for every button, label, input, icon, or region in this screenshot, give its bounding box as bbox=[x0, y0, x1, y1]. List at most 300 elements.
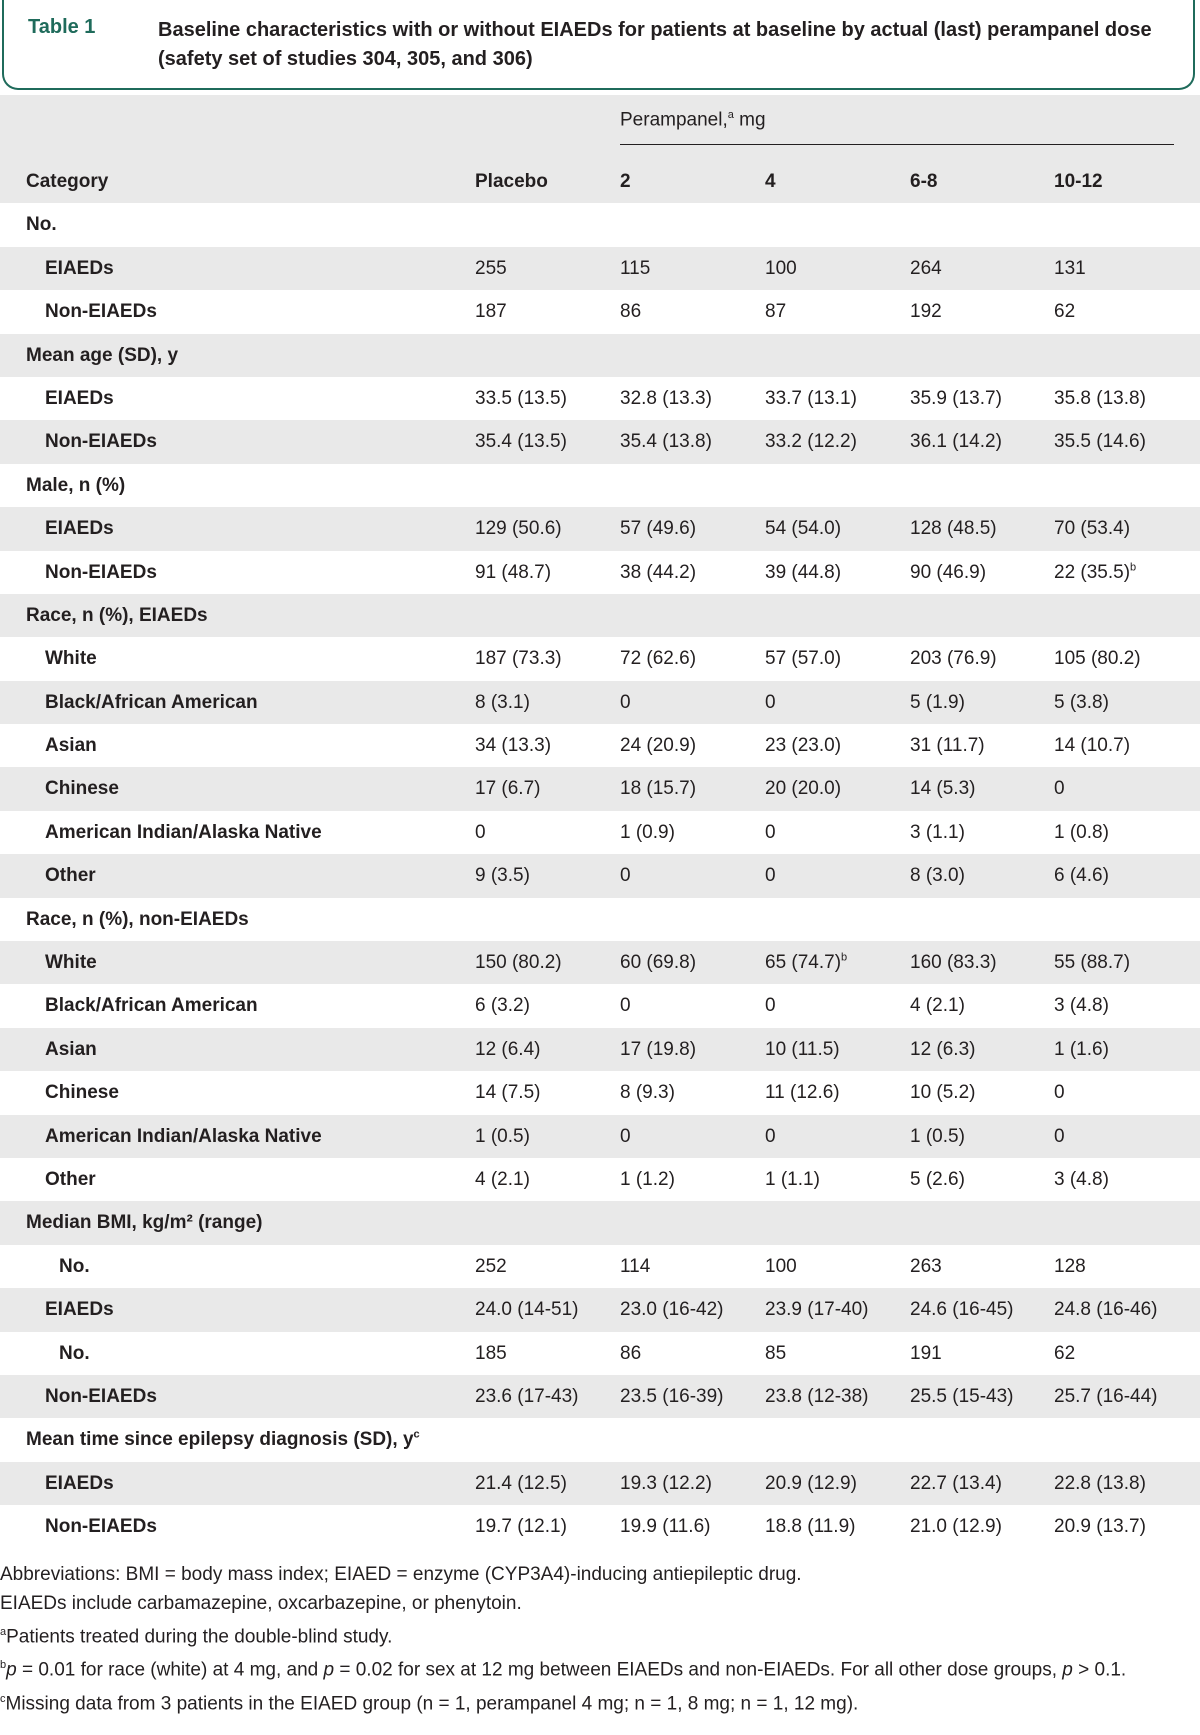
table-cell bbox=[620, 377, 712, 420]
row-label bbox=[45, 767, 119, 810]
cell-value: 12 (6.4) bbox=[475, 1038, 541, 1060]
table-cell bbox=[475, 941, 562, 984]
table-cell bbox=[1054, 1462, 1146, 1505]
table-cell bbox=[765, 1245, 797, 1288]
table-cell bbox=[620, 811, 675, 854]
table-cell bbox=[475, 811, 486, 854]
table-cell bbox=[910, 1332, 942, 1375]
row-label bbox=[45, 507, 114, 550]
category-label bbox=[26, 1418, 420, 1461]
cell-value: 87 bbox=[765, 301, 787, 323]
cell-value: 21.0 (12.9) bbox=[910, 1516, 1002, 1538]
table-cell bbox=[910, 1375, 1014, 1418]
table-cell bbox=[1054, 507, 1130, 550]
table-cell bbox=[1054, 984, 1109, 1027]
cell-value: 90 (46.9) bbox=[910, 561, 987, 583]
cell-value: 62 bbox=[1054, 1342, 1076, 1364]
table-cell bbox=[1054, 724, 1130, 767]
cell-value: 14 (7.5) bbox=[475, 1082, 541, 1104]
cell-value: 24 (20.9) bbox=[620, 735, 697, 757]
table-cell bbox=[475, 507, 562, 550]
row-label bbox=[45, 1028, 97, 1071]
row-label-text: Non-EIAEDs bbox=[45, 561, 157, 583]
table-cell bbox=[620, 507, 696, 550]
row-label-text: Median BMI, kg/m² (range) bbox=[26, 1212, 263, 1234]
table-cell bbox=[910, 377, 1002, 420]
table-cell bbox=[620, 637, 696, 680]
table-row bbox=[0, 811, 1200, 854]
footnote-b-mark: b bbox=[0, 1659, 7, 1672]
cell-value: 24.0 (14-51) bbox=[475, 1299, 579, 1321]
table-row bbox=[0, 637, 1200, 680]
row-label bbox=[45, 681, 258, 724]
table-cell bbox=[620, 1115, 631, 1158]
row-label-text: Male, n (%) bbox=[26, 474, 126, 496]
table-row bbox=[0, 551, 1200, 594]
row-label-text: Chinese bbox=[45, 778, 119, 800]
table-cell bbox=[910, 1505, 1002, 1548]
table-cell bbox=[620, 1332, 641, 1375]
p-symbol: p bbox=[1062, 1659, 1073, 1681]
table-cell bbox=[620, 984, 631, 1027]
row-label bbox=[45, 1288, 114, 1331]
col-header-10-12mg: 10-12 bbox=[1054, 171, 1103, 192]
row-label-text: American Indian/Alaska Native bbox=[45, 821, 322, 843]
table-title: Baseline characteristics with or without EIAEDs for patients at baseline by actual (last) perampanel dose (safety set of studies 304, 305, and 306) bbox=[158, 19, 1152, 70]
table-cell bbox=[620, 420, 712, 463]
cell-value: 114 bbox=[620, 1255, 651, 1277]
footnote-b-text-3: > 0.1. bbox=[1072, 1659, 1127, 1681]
cell-value: 33.5 (13.5) bbox=[475, 387, 567, 409]
table-cell bbox=[1054, 637, 1141, 680]
cell-value: 57 (49.6) bbox=[620, 518, 697, 540]
table-cell bbox=[765, 1071, 840, 1114]
cell-value: 22.8 (13.8) bbox=[1054, 1472, 1146, 1494]
group-label-text: Perampanel, bbox=[620, 109, 728, 131]
cell-value: 60 (69.8) bbox=[620, 952, 697, 974]
table-cell bbox=[620, 1071, 675, 1114]
category-row bbox=[0, 464, 1200, 507]
row-label-text: Non-EIAEDs bbox=[45, 1516, 157, 1538]
table-cell bbox=[765, 1462, 857, 1505]
table-row bbox=[0, 1028, 1200, 1071]
table-cell bbox=[765, 724, 841, 767]
cell-value: 72 (62.6) bbox=[620, 648, 697, 670]
cell-value: 17 (19.8) bbox=[620, 1038, 697, 1060]
table-cell bbox=[910, 1462, 1002, 1505]
table-cell bbox=[1054, 420, 1146, 463]
cell-value: 192 bbox=[910, 301, 942, 323]
table-cell bbox=[765, 1332, 786, 1375]
row-label-text: Race, n (%), EIAEDs bbox=[26, 604, 208, 626]
cell-value: 86 bbox=[620, 301, 642, 323]
table-cell bbox=[620, 1375, 724, 1418]
table-cell bbox=[910, 1245, 942, 1288]
table-cell bbox=[620, 854, 631, 897]
table-cell bbox=[475, 290, 507, 333]
table-cell bbox=[1054, 377, 1146, 420]
cell-value: 23.0 (16-42) bbox=[620, 1299, 724, 1321]
category-row bbox=[0, 898, 1200, 941]
cell-value: 1 (0.5) bbox=[910, 1125, 965, 1147]
table-row bbox=[0, 420, 1200, 463]
table-cell bbox=[475, 724, 551, 767]
table-cell bbox=[1054, 1115, 1065, 1158]
row-label bbox=[45, 290, 157, 333]
table-cell bbox=[1054, 1288, 1158, 1331]
cell-value: 252 bbox=[475, 1255, 507, 1277]
cell-value: 128 bbox=[1054, 1255, 1086, 1277]
table-row bbox=[0, 507, 1200, 550]
table-cell bbox=[765, 377, 857, 420]
table-cell bbox=[1054, 551, 1136, 594]
cell-value: 20.9 (13.7) bbox=[1054, 1516, 1146, 1538]
table-body bbox=[0, 203, 1200, 1548]
category-row bbox=[0, 594, 1200, 637]
table-row bbox=[0, 681, 1200, 724]
table-cell bbox=[1054, 1332, 1075, 1375]
baseline-characteristics-table bbox=[0, 95, 1200, 1549]
footnote-abbreviations: Abbreviations: BMI = body mass index; EIAED = enzyme (CYP3A4)-inducing antiepileptic drug. bbox=[0, 1564, 802, 1585]
cell-value: 150 (80.2) bbox=[475, 952, 562, 974]
cell-value: 85 bbox=[765, 1342, 787, 1364]
table-cell bbox=[1054, 681, 1109, 724]
cell-value: 185 bbox=[475, 1342, 507, 1364]
col-header-placebo: Placebo bbox=[475, 171, 548, 192]
table-cell bbox=[1054, 1245, 1086, 1288]
cell-value: 4 (2.1) bbox=[475, 1168, 530, 1190]
cell-value: 12 (6.3) bbox=[910, 1038, 976, 1060]
cell-value: 14 (10.7) bbox=[1054, 735, 1131, 757]
cell-value: 8 (3.0) bbox=[910, 865, 965, 887]
table-cell bbox=[1054, 290, 1075, 333]
footnote-mark: b bbox=[1130, 561, 1137, 574]
footnote-a bbox=[0, 1618, 1200, 1651]
cell-value: 54 (54.0) bbox=[765, 518, 842, 540]
table-cell bbox=[1054, 247, 1086, 290]
table-cell bbox=[475, 1115, 530, 1158]
cell-value: 0 bbox=[1054, 1082, 1065, 1104]
cell-value: 23.6 (17-43) bbox=[475, 1385, 579, 1407]
cell-value: 10 (5.2) bbox=[910, 1082, 976, 1104]
cell-value: 1 (1.1) bbox=[765, 1168, 820, 1190]
row-label bbox=[45, 1115, 322, 1158]
table-row bbox=[0, 1375, 1200, 1418]
table-row bbox=[0, 1288, 1200, 1331]
cell-value: 38 (44.2) bbox=[620, 561, 697, 583]
cell-value: 264 bbox=[910, 257, 942, 279]
perampanel-group-label bbox=[620, 109, 766, 131]
cell-value: 9 (3.5) bbox=[475, 865, 530, 887]
row-label bbox=[45, 984, 258, 1027]
footnote-mark: b bbox=[841, 951, 848, 964]
table-cell bbox=[765, 1505, 855, 1548]
cell-value: 8 (9.3) bbox=[620, 1082, 675, 1104]
row-label-text: White bbox=[45, 648, 97, 670]
row-label-text: Asian bbox=[45, 1038, 97, 1060]
cell-value: 65 (74.7) bbox=[765, 952, 842, 974]
cell-value: 35.8 (13.8) bbox=[1054, 387, 1146, 409]
row-label bbox=[45, 1071, 119, 1114]
cell-value: 20.9 (12.9) bbox=[765, 1472, 857, 1494]
footnote-c-mark: c bbox=[0, 1692, 6, 1705]
table-cell bbox=[475, 637, 562, 680]
row-label bbox=[45, 941, 97, 984]
row-label bbox=[45, 637, 97, 680]
table-cell bbox=[475, 1375, 579, 1418]
table-header-box bbox=[2, 0, 1195, 90]
category-label bbox=[26, 594, 208, 637]
cell-value: 11 (12.6) bbox=[765, 1082, 840, 1104]
table-cell bbox=[475, 1028, 540, 1071]
cell-value: 0 bbox=[620, 691, 631, 713]
row-label-text: No. bbox=[59, 1342, 90, 1364]
cell-value: 33.2 (12.2) bbox=[765, 431, 857, 453]
cell-value: 160 (83.3) bbox=[910, 952, 997, 974]
table-cell bbox=[910, 811, 965, 854]
table-cell bbox=[1054, 811, 1109, 854]
cell-value: 0 bbox=[620, 995, 631, 1017]
row-label-text: Black/African American bbox=[45, 691, 258, 713]
table-row bbox=[0, 1462, 1200, 1505]
table-cell bbox=[620, 1245, 650, 1288]
category-row bbox=[0, 334, 1200, 377]
cell-value: 3 (4.8) bbox=[1054, 1168, 1109, 1190]
table-cell bbox=[765, 1115, 776, 1158]
table-cell bbox=[475, 551, 551, 594]
table-cell bbox=[910, 1071, 975, 1114]
row-label-text: Non-EIAEDs bbox=[45, 431, 157, 453]
cell-value: 129 (50.6) bbox=[475, 518, 562, 540]
table-cell bbox=[765, 767, 841, 810]
col-header-category: Category bbox=[26, 171, 109, 192]
cell-value: 22.7 (13.4) bbox=[910, 1472, 1002, 1494]
footnote-c-text: Missing data from 3 patients in the EIAED group (n = 1, perampanel 4 mg; n = 1, 8 mg; n = 1, 12 mg). bbox=[5, 1692, 859, 1714]
row-label-text: No. bbox=[26, 214, 57, 236]
row-label-text: Non-EIAEDs bbox=[45, 1385, 157, 1407]
table-row bbox=[0, 1505, 1200, 1548]
table-cell bbox=[765, 507, 841, 550]
cell-value: 4 (2.1) bbox=[910, 995, 965, 1017]
table-cell bbox=[910, 984, 965, 1027]
cell-value: 105 (80.2) bbox=[1054, 648, 1141, 670]
table-row bbox=[0, 984, 1200, 1027]
table-cell bbox=[910, 1288, 1014, 1331]
cell-value: 23.5 (16-39) bbox=[620, 1385, 724, 1407]
col-header-4mg: 4 bbox=[765, 171, 776, 192]
table-cell bbox=[475, 984, 530, 1027]
category-label bbox=[26, 898, 249, 941]
table-cell bbox=[765, 984, 776, 1027]
footnote-b-text-1: = 0.01 for race (white) at 4 mg, and bbox=[16, 1659, 324, 1681]
cell-value: 1 (1.2) bbox=[620, 1168, 675, 1190]
cell-value: 14 (5.3) bbox=[910, 778, 976, 800]
cell-value: 21.4 (12.5) bbox=[475, 1472, 567, 1494]
cell-value: 1 (0.9) bbox=[620, 821, 675, 843]
table-row bbox=[0, 1245, 1200, 1288]
table-cell bbox=[475, 1245, 507, 1288]
table-cell bbox=[620, 1028, 696, 1071]
table-row bbox=[0, 290, 1200, 333]
table-row bbox=[0, 767, 1200, 810]
p-symbol: p bbox=[6, 1659, 17, 1681]
cell-value: 57 (57.0) bbox=[765, 648, 842, 670]
row-label bbox=[45, 854, 96, 897]
row-label bbox=[45, 724, 97, 767]
cell-value: 35.9 (13.7) bbox=[910, 387, 1002, 409]
cell-value: 17 (6.7) bbox=[475, 778, 541, 800]
table-cell bbox=[475, 377, 567, 420]
table-cell bbox=[620, 681, 631, 724]
category-row bbox=[0, 1418, 1200, 1461]
table-row bbox=[0, 1115, 1200, 1158]
table-cell bbox=[475, 1158, 530, 1201]
cell-value: 31 (11.7) bbox=[910, 735, 985, 757]
cell-value: 5 (1.9) bbox=[910, 691, 965, 713]
row-label bbox=[45, 811, 322, 854]
cell-value: 39 (44.8) bbox=[765, 561, 842, 583]
table-cell bbox=[620, 767, 696, 810]
row-label-text: Non-EIAEDs bbox=[45, 301, 157, 323]
table-cell bbox=[765, 290, 786, 333]
table-cell bbox=[475, 854, 530, 897]
cell-value: 8 (3.1) bbox=[475, 691, 530, 713]
footnote-eiaeds: EIAEDs include carbamazepine, oxcarbazepine, or phenytoin. bbox=[0, 1593, 522, 1614]
table-cell bbox=[1054, 1505, 1146, 1548]
table-cell bbox=[910, 507, 997, 550]
group-rule bbox=[620, 144, 1174, 145]
table-cell bbox=[910, 681, 965, 724]
cell-value: 0 bbox=[1054, 778, 1065, 800]
cell-value: 263 bbox=[910, 1255, 942, 1277]
table-row bbox=[0, 941, 1200, 984]
row-label-text: Chinese bbox=[45, 1082, 119, 1104]
table-row bbox=[0, 724, 1200, 767]
table-cell bbox=[910, 1028, 975, 1071]
cell-value: 33.7 (13.1) bbox=[765, 387, 857, 409]
row-label-text: Mean time since epilepsy diagnosis (SD), y bbox=[26, 1429, 414, 1451]
group-label-unit: mg bbox=[733, 109, 766, 131]
cell-value: 32.8 (13.3) bbox=[620, 387, 712, 409]
cell-value: 20 (20.0) bbox=[765, 778, 842, 800]
cell-value: 55 (88.7) bbox=[1054, 952, 1131, 974]
row-label-text: Mean age (SD), y bbox=[26, 344, 179, 366]
table-cell bbox=[620, 1158, 675, 1201]
row-label bbox=[45, 1158, 96, 1201]
category-label bbox=[26, 334, 178, 377]
table-cell bbox=[765, 420, 857, 463]
row-label-text: EIAEDs bbox=[45, 387, 114, 409]
table-cell bbox=[765, 1375, 869, 1418]
cell-value: 115 bbox=[620, 257, 651, 279]
table-cell bbox=[620, 247, 650, 290]
table-cell bbox=[620, 1505, 710, 1548]
cell-value: 0 bbox=[620, 1125, 631, 1147]
cell-value: 19.3 (12.2) bbox=[620, 1472, 712, 1494]
table-cell bbox=[910, 767, 975, 810]
row-label-text: Asian bbox=[45, 735, 97, 757]
table-row bbox=[0, 1071, 1200, 1114]
cell-value: 131 bbox=[1054, 257, 1086, 279]
cell-value: 23 (23.0) bbox=[765, 735, 842, 757]
row-label-text: American Indian/Alaska Native bbox=[45, 1125, 322, 1147]
cell-value: 70 (53.4) bbox=[1054, 518, 1131, 540]
cell-value: 255 bbox=[475, 257, 507, 279]
column-header-row bbox=[0, 160, 1200, 203]
row-label-text: EIAEDs bbox=[45, 518, 114, 540]
row-label bbox=[45, 377, 114, 420]
table-cell bbox=[620, 1462, 712, 1505]
table-cell bbox=[765, 1288, 869, 1331]
table-cell bbox=[475, 420, 567, 463]
cell-value: 0 bbox=[1054, 1125, 1065, 1147]
table-cell bbox=[620, 290, 641, 333]
table-cell bbox=[765, 1028, 840, 1071]
table-row bbox=[0, 1332, 1200, 1375]
table-cell bbox=[910, 854, 965, 897]
table-label: Table 1 bbox=[28, 16, 96, 38]
row-label-text: White bbox=[45, 952, 97, 974]
table-cell bbox=[910, 290, 942, 333]
table-cell bbox=[910, 551, 986, 594]
row-label bbox=[45, 1505, 157, 1548]
cell-value: 25.5 (15-43) bbox=[910, 1385, 1014, 1407]
table-row bbox=[0, 1158, 1200, 1201]
cell-value: 18.8 (11.9) bbox=[765, 1516, 856, 1538]
row-label bbox=[45, 551, 157, 594]
cell-value: 35.4 (13.8) bbox=[620, 431, 712, 453]
column-group-header bbox=[0, 95, 1200, 160]
cell-value: 3 (4.8) bbox=[1054, 995, 1109, 1017]
cell-value: 0 bbox=[765, 865, 776, 887]
table-cell bbox=[475, 247, 507, 290]
row-label-text: EIAEDs bbox=[45, 257, 114, 279]
row-label bbox=[45, 247, 114, 290]
group-label-footnote-mark: a bbox=[727, 109, 734, 121]
footnote-a-mark: a bbox=[0, 1626, 7, 1638]
table-cell bbox=[620, 941, 696, 984]
col-header-2mg: 2 bbox=[620, 171, 631, 192]
table-cell bbox=[1054, 1158, 1109, 1201]
cell-value: 5 (2.6) bbox=[910, 1168, 965, 1190]
cell-value: 23.8 (12-38) bbox=[765, 1385, 869, 1407]
table-cell bbox=[475, 1288, 579, 1331]
cell-value: 62 bbox=[1054, 301, 1076, 323]
table-cell bbox=[1054, 1375, 1158, 1418]
cell-value: 0 bbox=[765, 1125, 776, 1147]
cell-value: 19.7 (12.1) bbox=[475, 1516, 567, 1538]
footnote-b-text-2: = 0.02 for sex at 12 mg between EIAEDs and non-EIAEDs. For all other dose groups, bbox=[334, 1659, 1063, 1681]
cell-value: 0 bbox=[765, 995, 776, 1017]
cell-value: 187 bbox=[475, 301, 507, 323]
table-cell bbox=[910, 941, 997, 984]
cell-value: 10 (11.5) bbox=[765, 1038, 840, 1060]
table-cell bbox=[475, 1462, 567, 1505]
footnotes bbox=[0, 1560, 1200, 1718]
row-label-text: EIAEDs bbox=[45, 1472, 114, 1494]
table-cell bbox=[1054, 1028, 1109, 1071]
table-cell bbox=[1054, 767, 1065, 810]
cell-value: 24.6 (16-45) bbox=[910, 1299, 1014, 1321]
table-cell bbox=[910, 1115, 965, 1158]
cell-value: 100 bbox=[765, 257, 797, 279]
table-cell bbox=[475, 1332, 507, 1375]
table-row bbox=[0, 247, 1200, 290]
row-label-text: EIAEDs bbox=[45, 1299, 114, 1321]
category-row bbox=[0, 203, 1200, 246]
table-cell bbox=[910, 724, 985, 767]
cell-value: 203 (76.9) bbox=[910, 648, 997, 670]
